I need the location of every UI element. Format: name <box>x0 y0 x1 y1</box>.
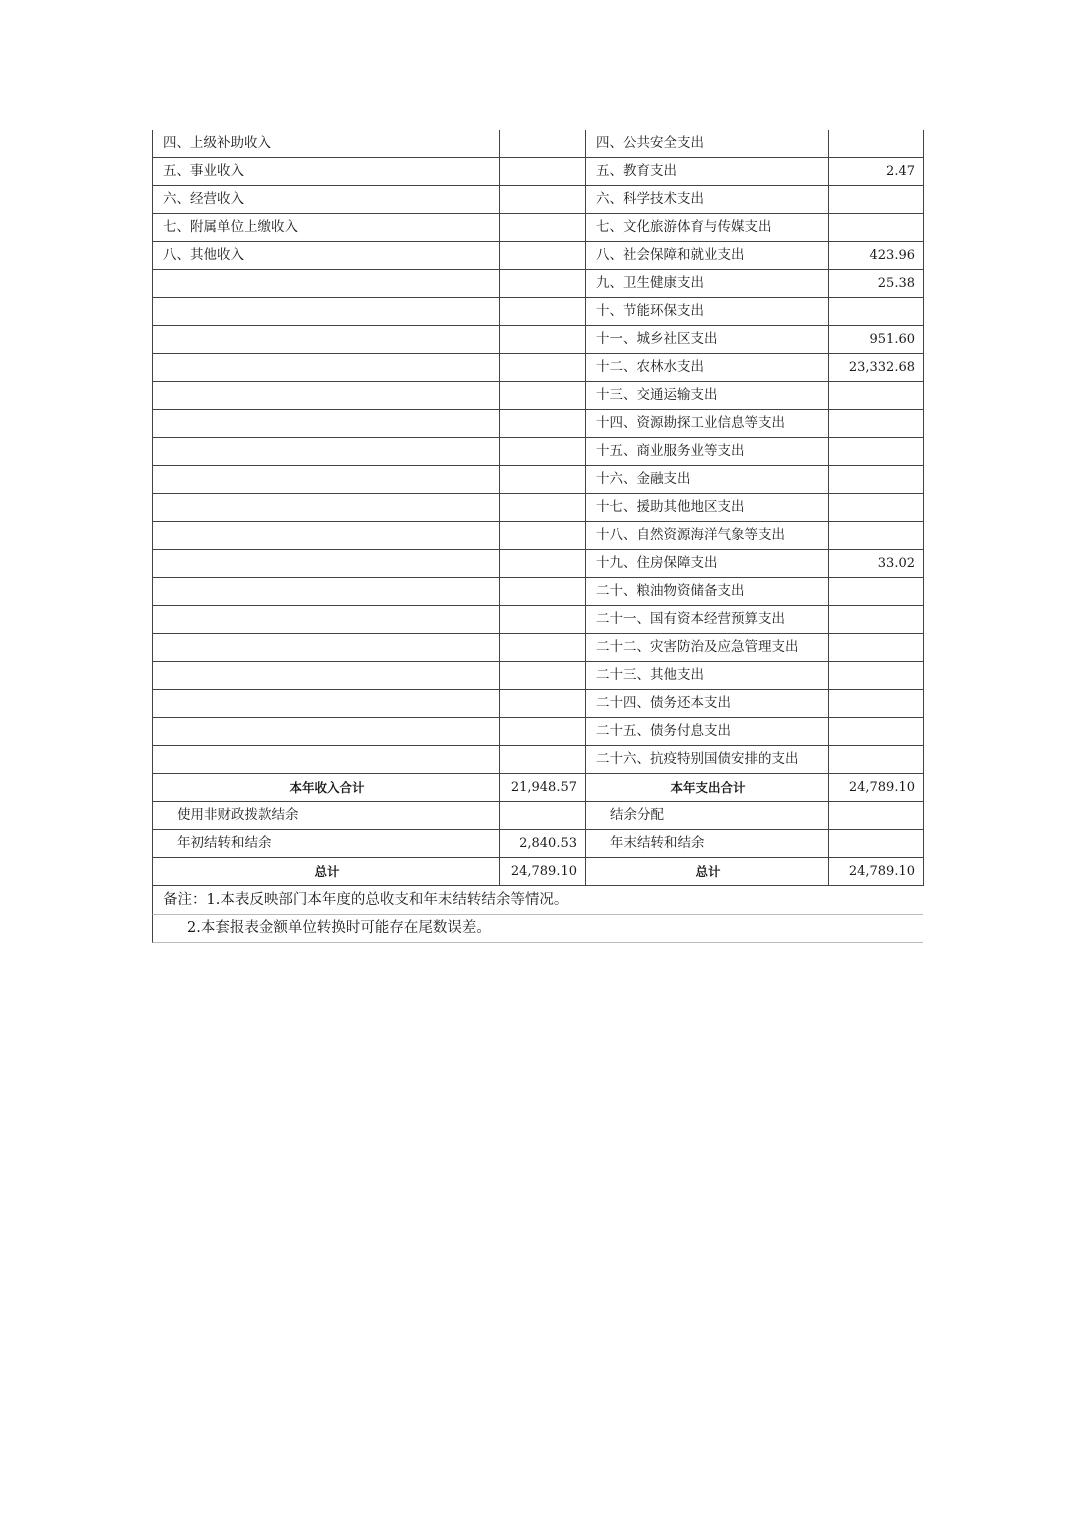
expense-amount <box>829 438 924 466</box>
expense-item: 十七、援助其他地区支出 <box>586 494 829 522</box>
table-row <box>153 186 924 214</box>
expense-item: 四、公共安全支出 <box>586 130 829 158</box>
income-item <box>153 410 500 438</box>
expense-item: 七、文化旅游体育与传媒支出 <box>586 214 829 242</box>
expense-amount <box>829 830 924 858</box>
income-amount <box>500 578 586 606</box>
income-item <box>153 326 500 354</box>
expense-amount <box>829 298 924 326</box>
income-amount: 2,840.53 <box>500 830 586 858</box>
expense-amount <box>829 130 924 158</box>
expense-amount <box>829 466 924 494</box>
expense-amount <box>829 802 924 830</box>
expense-item: 六、科学技术支出 <box>586 186 829 214</box>
expense-item: 五、教育支出 <box>586 158 829 186</box>
table-row <box>153 466 924 494</box>
expense-item: 九、卫生健康支出 <box>586 270 829 298</box>
expense-amount <box>829 494 924 522</box>
table-row <box>153 550 924 578</box>
income-item <box>153 634 500 662</box>
table-row <box>153 690 924 718</box>
income-item: 使用非财政拨款结余 <box>153 802 500 830</box>
income-amount <box>500 130 586 158</box>
budget-page <box>152 130 923 943</box>
income-item <box>153 606 500 634</box>
balance-row <box>153 802 924 830</box>
expense-item: 十五、商业服务业等支出 <box>586 438 829 466</box>
expense-item: 结余分配 <box>586 802 829 830</box>
expense-amount: 23,332.68 <box>829 354 924 382</box>
income-amount <box>500 326 586 354</box>
income-item: 年初结转和结余 <box>153 830 500 858</box>
income-amount <box>500 802 586 830</box>
expense-item: 十二、农林水支出 <box>586 354 829 382</box>
income-item: 五、事业收入 <box>153 158 500 186</box>
income-amount <box>500 494 586 522</box>
income-item: 七、附属单位上缴收入 <box>153 214 500 242</box>
income-item <box>153 522 500 550</box>
income-amount <box>500 438 586 466</box>
expense-amount: 423.96 <box>829 242 924 270</box>
income-amount <box>500 550 586 578</box>
expense-amount <box>829 634 924 662</box>
table-row <box>153 410 924 438</box>
income-amount <box>500 410 586 438</box>
annual-expense-total-amount: 24,789.10 <box>829 774 924 802</box>
table-row <box>153 382 924 410</box>
grand-total-row <box>153 858 924 886</box>
income-amount <box>500 662 586 690</box>
income-item <box>153 690 500 718</box>
table-row <box>153 578 924 606</box>
table-row <box>153 438 924 466</box>
table-row <box>153 634 924 662</box>
table-row <box>153 662 924 690</box>
grand-income-total-amount: 24,789.10 <box>500 858 586 886</box>
income-item <box>153 578 500 606</box>
income-item <box>153 746 500 774</box>
annual-income-total-amount: 21,948.57 <box>500 774 586 802</box>
balance-row <box>153 830 924 858</box>
table-row <box>153 158 924 186</box>
annual-income-total-label: 本年收入合计 <box>153 774 500 802</box>
table-body <box>153 130 924 886</box>
table-notes <box>152 886 923 943</box>
income-item <box>153 718 500 746</box>
expense-amount: 2.47 <box>829 158 924 186</box>
income-item <box>153 662 500 690</box>
expense-item: 十八、自然资源海洋气象等支出 <box>586 522 829 550</box>
expense-amount <box>829 690 924 718</box>
income-amount <box>500 522 586 550</box>
note-line-1: 备注：1.本表反映部门本年度的总收支和年末结转结余等情况。 <box>152 886 923 914</box>
table-row <box>153 270 924 298</box>
expense-amount <box>829 410 924 438</box>
table-row <box>153 522 924 550</box>
table-row <box>153 130 924 158</box>
expense-amount <box>829 662 924 690</box>
expense-amount: 951.60 <box>829 326 924 354</box>
annual-total-row <box>153 774 924 802</box>
expense-item: 十六、金融支出 <box>586 466 829 494</box>
table-row <box>153 718 924 746</box>
expense-item: 十、节能环保支出 <box>586 298 829 326</box>
income-amount <box>500 354 586 382</box>
income-amount <box>500 298 586 326</box>
expense-item: 十一、城乡社区支出 <box>586 326 829 354</box>
expense-item: 二十一、国有资本经营预算支出 <box>586 606 829 634</box>
table-row <box>153 746 924 774</box>
expense-item: 二十五、债务付息支出 <box>586 718 829 746</box>
income-item <box>153 354 500 382</box>
expense-item: 二十二、灾害防治及应急管理支出 <box>586 634 829 662</box>
table-row <box>153 242 924 270</box>
income-item <box>153 494 500 522</box>
income-amount <box>500 186 586 214</box>
expense-item: 二十四、债务还本支出 <box>586 690 829 718</box>
note-line-2: 2.本套报表金额单位转换时可能存在尾数误差。 <box>152 914 923 943</box>
expense-amount <box>829 606 924 634</box>
income-amount <box>500 242 586 270</box>
grand-expense-total-label: 总计 <box>586 858 829 886</box>
expense-item: 十四、资源勘探工业信息等支出 <box>586 410 829 438</box>
expense-item: 年末结转和结余 <box>586 830 829 858</box>
income-item: 四、上级补助收入 <box>153 130 500 158</box>
table-row <box>153 494 924 522</box>
grand-income-total-label: 总计 <box>153 858 500 886</box>
expense-amount <box>829 214 924 242</box>
income-expense-table <box>152 130 924 886</box>
expense-amount: 33.02 <box>829 550 924 578</box>
expense-amount <box>829 746 924 774</box>
income-amount <box>500 606 586 634</box>
income-item: 六、经营收入 <box>153 186 500 214</box>
income-amount <box>500 718 586 746</box>
expense-amount <box>829 718 924 746</box>
income-amount <box>500 158 586 186</box>
annual-expense-total-label: 本年支出合计 <box>586 774 829 802</box>
income-amount <box>500 214 586 242</box>
income-item <box>153 466 500 494</box>
expense-item: 十九、住房保障支出 <box>586 550 829 578</box>
income-amount <box>500 690 586 718</box>
expense-amount <box>829 522 924 550</box>
income-item <box>153 382 500 410</box>
table-row <box>153 214 924 242</box>
income-amount <box>500 466 586 494</box>
income-item <box>153 550 500 578</box>
table-row <box>153 326 924 354</box>
income-item <box>153 270 500 298</box>
table-row <box>153 354 924 382</box>
income-amount <box>500 634 586 662</box>
expense-item: 十三、交通运输支出 <box>586 382 829 410</box>
grand-expense-total-amount: 24,789.10 <box>829 858 924 886</box>
income-item <box>153 438 500 466</box>
income-amount <box>500 382 586 410</box>
expense-item: 二十六、抗疫特别国债安排的支出 <box>586 746 829 774</box>
expense-amount: 25.38 <box>829 270 924 298</box>
expense-amount <box>829 186 924 214</box>
expense-amount <box>829 382 924 410</box>
income-amount <box>500 270 586 298</box>
expense-item: 八、社会保障和就业支出 <box>586 242 829 270</box>
expense-item: 二十、粮油物资储备支出 <box>586 578 829 606</box>
table-row <box>153 606 924 634</box>
income-item: 八、其他收入 <box>153 242 500 270</box>
expense-item: 二十三、其他支出 <box>586 662 829 690</box>
table-row <box>153 298 924 326</box>
income-amount <box>500 746 586 774</box>
expense-amount <box>829 578 924 606</box>
income-item <box>153 298 500 326</box>
